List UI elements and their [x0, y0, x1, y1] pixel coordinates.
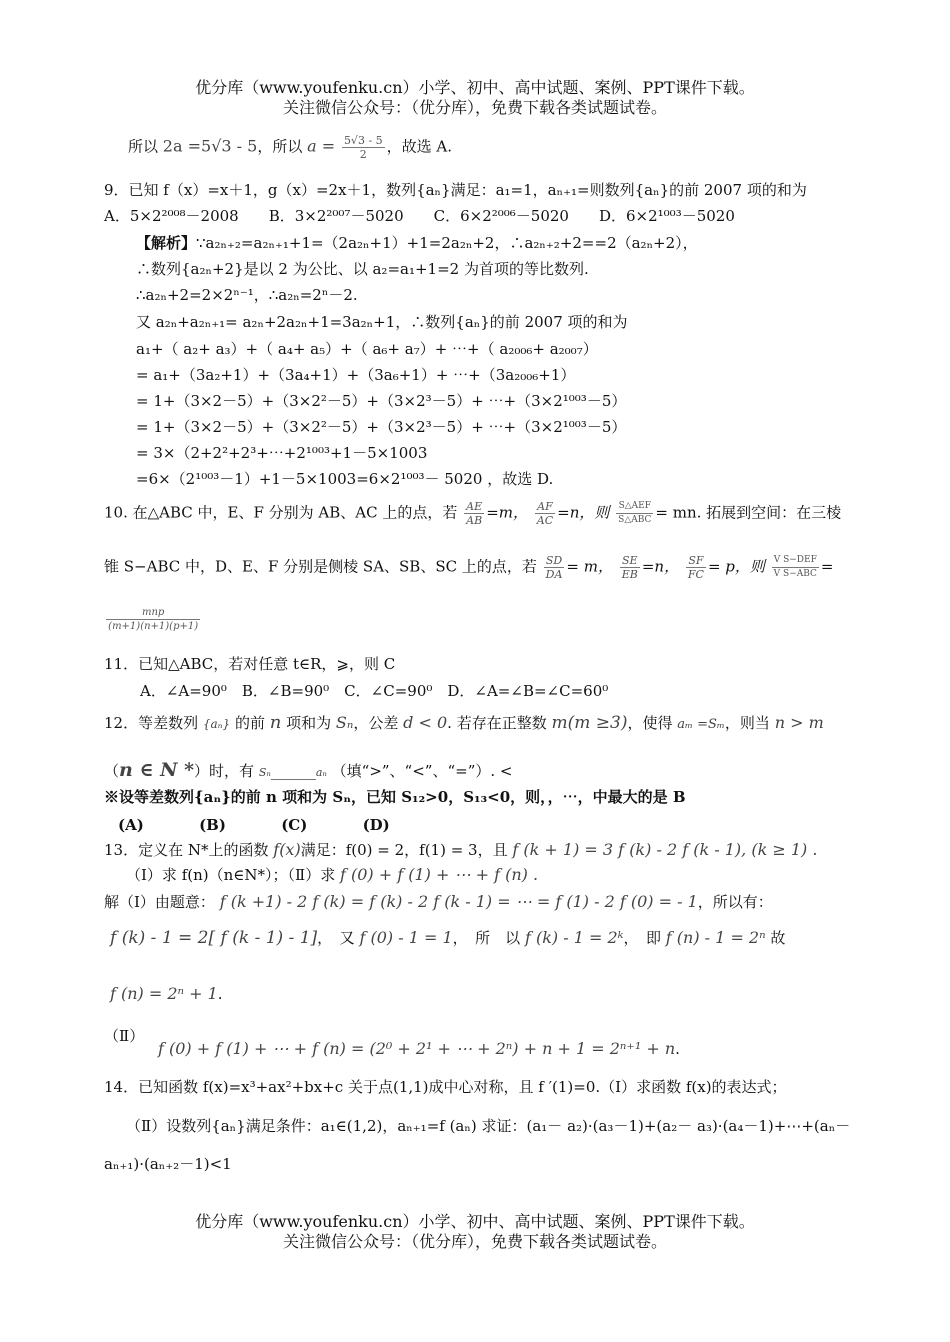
q9-solution-line-9: = 3×（2+2²+2³+⋯+2¹⁰⁰³+1－5×1003 [136, 444, 428, 462]
q9-solution-line-10: =6×（2¹⁰⁰³－1）+1－5×1003=6×2¹⁰⁰³－ 5020 ，故选 D. [136, 470, 554, 488]
q14-part2-cont: aₙ₊₁)·(aₙ₊₂－1)<1 [104, 1155, 232, 1173]
q13-part2-solution: f (0) + f (1) + ⋯ + f (n) = (2⁰ + 2¹ + ⋯ + 2ⁿ) + n + 1 = 2ⁿ⁺¹ + n. [158, 1039, 680, 1058]
q14-part2: （Ⅱ）设数列{aₙ}满足条件：a₁∈(1,2)，aₙ₊₁=f (aₙ) 求证：(a₁－ a₂)·(a₃－1)+(a₂－ a₃)·(a₄－1)+⋯+(aₙ－ [126, 1117, 851, 1135]
q9-solution-line-6: = a₁+（3a₂+1）+（3a₄+1）+（3a₆+1）+ ⋯+（3a₂₀₀₆+1） [136, 366, 576, 384]
q9-solution-line-4: 又 a₂ₙ+a₂ₙ₊₁= a₂ₙ+2a₂ₙ+1=3a₂ₙ+1，∴数列{aₙ}的前 2007 项的和为 [136, 313, 628, 331]
q9-solution-line-3: ∴a₂ₙ+2=2×2ⁿ⁻¹，∴a₂ₙ=2ⁿ－2. [136, 286, 358, 304]
q11-stem: 11．已知△ABC，若对任意 t∈R，⩾，则 C [104, 655, 396, 673]
q13-solution-2: f (k) - 1 = 2[ f (k - 1) - 1]， 又 f (0) - 1 = 1， 所 以 f (k) - 1 = 2ᵏ， 即 f (n) - 1 = 2ⁿ 故 [110, 928, 786, 948]
fraction-volume-ratio: V S−DEF V S−ABC [773, 555, 817, 579]
q9-solution-line-2: ∴数列{a₂ₙ+2}是以 2 为公比、以 a₂=a₁+1=2 为首项的等比数列. [136, 260, 589, 278]
q12-bonus-choices: (A) (B) (C) (D) [118, 816, 390, 834]
q9-solution-line-1: 【解析】∵a₂ₙ₊₂=a₂ₙ₊₁+1=（2a₂ₙ+1）+1=2a₂ₙ+2，∴a₂ₙ₊₂+2==2（a₂ₙ+2）， [136, 234, 698, 252]
formula-2a: 2a =5√3 - 5 [162, 136, 258, 156]
fraction-ae-ab: $\frac{AE}{AB}$ [466, 500, 483, 527]
fraction-a: $\frac{5√3 - 5}{2}$ [343, 134, 383, 161]
q9-solution-line-5: a₁+（ a₂+ a₃）+（ a₄+ a₅）+（ a₆+ a₇）+ ⋯+（ a₂₀₀₆+ a₂₀₀₇） [136, 340, 598, 358]
q10-answer [104, 606, 202, 633]
fraction-sd-da: $\frac{SD}{DA}$ [545, 554, 563, 581]
q9-stem: 9．已知 f（x）=x＋1，g（x）=2x＋1，数列{aₙ}满足：a₁=1，aₙ₊₁=则数列{aₙ}的前 2007 项的和为 [104, 181, 807, 199]
q13-parts: （Ⅰ）求 f(n)（n∈N*）；（Ⅱ）求 f (0) + f (1) + ⋯ + f (n) . [126, 865, 539, 884]
q12-line-1: 12．等差数列 {aₙ} 的前 n 项和为 Sₙ，公差 d < 0. 若存在正整数 m(m ≥3)，使得 aₘ =Sₘ，则当 n > m [104, 712, 824, 733]
q8-conclusion: 所以 2a =5√3 - 5，所以 a = $\frac{5√3 - 5}{2}$ ，故选 A. [128, 134, 453, 161]
q13-solution-3: f (n) = 2ⁿ + 1. [110, 984, 223, 1003]
q9-solution-line-7: = 1+（3×2－5）+（3×2²－5）+（3×2³－5）+ ⋯+（3×2¹⁰⁰³－5） [136, 392, 627, 410]
fraction-area-ratio: S△AEF S△ABC [618, 501, 652, 525]
q9-solution-line-8: = 1+（3×2－5）+（3×2²－5）+（3×2³－5）+ ⋯+（3×2¹⁰⁰³－5） [136, 418, 627, 436]
q13-part2-label: （Ⅱ） [104, 1027, 145, 1045]
footer-line-2: 关注微信公众号：（优分库），免费下载各类试题试卷。 [282, 1232, 667, 1251]
fraction-sf-fc: $\frac{SF}{FC}$ [687, 554, 704, 581]
q12-line-2: （n ∈ N *）时，有 Sₙ______aₙ （填“>”、“<”、“=”）. < [104, 759, 513, 781]
q12-bonus-question: ※设等差数列{aₙ}的前 n 项和为 Sₙ，已知 S₁₂>0，S₁₃<0，则，，⋯，中最大的是 B [104, 788, 686, 806]
header-line-1: 优分库（www.youfenku.cn）小学、初中、高中试题、案例、PPT课件下载。 [195, 78, 755, 97]
q13-solution-1: 解（Ⅰ）由题意： f (k +1) - 2 f (k) = f (k) - 2 f (k - 1) = ⋯ = f (1) - 2 f (0) = - 1，所以有： [104, 892, 773, 911]
q13-stem: 13．定义在 N*上的函数 f(x)满足：f(0) = 2，f(1) = 3，且 f (k + 1) = 3 f (k) - 2 f (k - 1), (k ≥ 1) . [104, 840, 818, 859]
fraction-se-eb: $\frac{SE}{EB}$ [621, 554, 638, 581]
header-line-2: 关注微信公众号：（优分库），免费下载各类试题试卷。 [282, 98, 667, 117]
q9-choices: A．5×2²⁰⁰⁸－2008 B．3×2²⁰⁰⁷－5020 C．6×2²⁰⁰⁶－5020 D．6×2¹⁰⁰³－5020 [104, 207, 735, 225]
fraction-answer: mnp (m+1)(n+1)(p+1) [106, 606, 200, 633]
q11-choices: A．∠A=90⁰ B．∠B=90⁰ C．∠C=90⁰ D．∠A=∠B=∠C=60⁰ [140, 682, 609, 700]
footer-line-1: 优分库（www.youfenku.cn）小学、初中、高中试题、案例、PPT课件下载。 [195, 1212, 755, 1231]
q10-line-2: 锥 S−ABC 中，D、E、F 分别是侧棱 SA、SB、SC 上的点，若 $\frac{SD}{DA}$ = m， $\frac{SE}{EB}$ =n， $\frac{SF}{FC}$ = p，则 V S−DEF V S−ABC = [104, 554, 834, 581]
q10-line-1: 10. 在△ABC 中，E、F 分别为 AB、AC 上的点，若 $\frac{AE}{AB}$ =m， $\frac{AF}{AC}$ =n，则 S△AEF S△ABC = mn. 拓展到空间：在三棱 [104, 500, 842, 527]
q14-stem: 14．已知函数 f(x)=x³+ax²+bx+c 关于点(1,1)成中心对称，且 f ′(1)=0.（Ⅰ）求函数 f(x)的表达式； [104, 1078, 787, 1096]
fraction-af-ac: $\frac{AF}{AC}$ [536, 500, 554, 527]
